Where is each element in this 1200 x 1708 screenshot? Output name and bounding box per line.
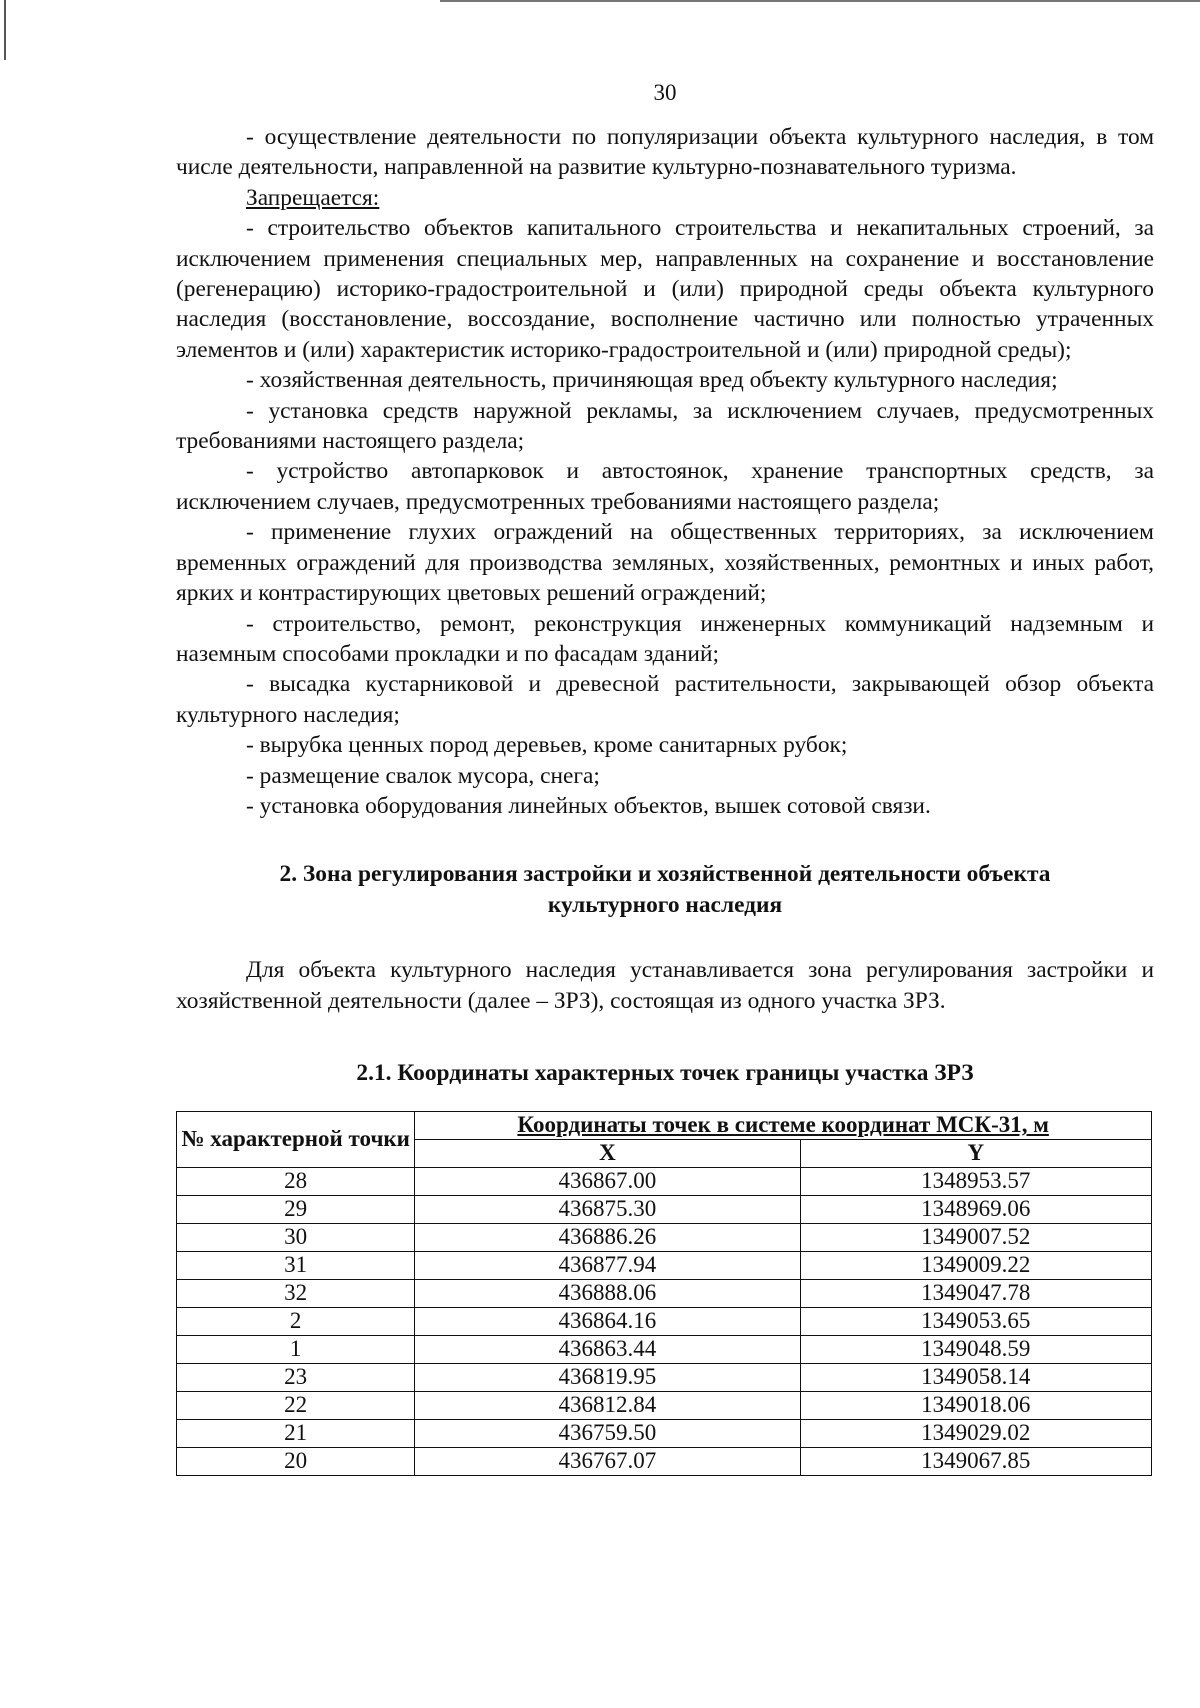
section-heading-line-1: 2. Зона регулирования застройки и хозяйственной деятельности объекта — [279, 861, 1051, 888]
cell-point: 30 — [177, 1223, 415, 1251]
table-header-row — [177, 1111, 1152, 1139]
cell-x: 436867.00 — [415, 1167, 800, 1195]
table-row — [177, 1251, 1152, 1279]
paragraph: - хозяйственная деятельность, причиняющая вред объекту культурного наследия; — [246, 367, 1058, 394]
cell-y: 1349029.02 — [800, 1419, 1151, 1447]
section-heading-line-2: культурного наследия — [547, 892, 783, 919]
table-row — [177, 1279, 1152, 1307]
table-row — [177, 1223, 1152, 1251]
scan-edge-left — [4, 0, 6, 60]
paragraph: - установка оборудования линейных объектов, вышек сотовой связи. — [246, 792, 931, 819]
document-body — [176, 122, 1154, 1476]
table-title: 2.1. Координаты характерных точек границы участка ЗРЗ — [356, 1060, 974, 1087]
table-row — [177, 1307, 1152, 1335]
cell-point: 21 — [177, 1419, 415, 1447]
cell-y: 1349009.22 — [800, 1251, 1151, 1279]
header-y: Y — [800, 1139, 1151, 1167]
paragraph: - строительство объектов капитального строительства и некапитальных строений, за исключением применения специальных мер, направленных на сохранение и восстановление (регенерацию) историко-градостроительной и (или) природной среды объекта культурного наследия (восстановление, воссоздание, восполнение частично или полностью утраченных элементов и (или) характеристик историко-градостроительной и (или) природной среды); — [176, 215, 1154, 363]
cell-y: 1349018.06 — [800, 1391, 1151, 1419]
header-x: X — [415, 1139, 800, 1167]
cell-point: 32 — [177, 1279, 415, 1307]
header-coords-label: Координаты точек в системе координат МСК-31, м — [517, 1112, 1049, 1138]
cell-point: 22 — [177, 1391, 415, 1419]
paragraph: - устройство автопарковок и автостоянок, хранение транспортных средств, за исключением случаев, предусмотренных требованиями настоящего раздела; — [176, 458, 1154, 515]
cell-point: 29 — [177, 1195, 415, 1223]
section-heading — [176, 859, 1154, 921]
cell-x: 436888.06 — [415, 1279, 800, 1307]
paragraph: - установка средств наружной рекламы, за исключением случаев, предусмотренных требованиями настоящего раздела; — [176, 397, 1154, 455]
cell-x: 436767.07 — [415, 1447, 800, 1475]
cell-x: 436863.44 — [415, 1335, 800, 1363]
cell-y: 1349058.14 — [800, 1363, 1151, 1391]
table-row — [177, 1363, 1152, 1391]
header-coords — [415, 1111, 1152, 1139]
cell-y: 1349053.65 — [800, 1307, 1151, 1335]
subheading-prohibited — [176, 183, 1154, 213]
table-row — [177, 1335, 1152, 1363]
header-point: № характерной точки — [177, 1111, 415, 1167]
cell-x: 436812.84 — [415, 1391, 800, 1419]
table-row — [177, 1391, 1152, 1419]
cell-point: 20 — [177, 1447, 415, 1475]
cell-point: 1 — [177, 1335, 415, 1363]
cell-x: 436864.16 — [415, 1307, 800, 1335]
cell-y: 1349048.59 — [800, 1335, 1151, 1363]
cell-point: 2 — [177, 1307, 415, 1335]
intro-paragraph: Для объекта культурного наследия устанавливается зона регулирования застройки и хозяйственной деятельности (далее – ЗРЗ), состоящая из одного участка ЗРЗ. — [176, 957, 1154, 1014]
paragraph: - осуществление деятельности по популяризации объекта культурного наследия, в том числе деятельности, направленной на развитие культурно-познавательного туризма. — [176, 124, 1154, 181]
cell-x: 436759.50 — [415, 1419, 800, 1447]
cell-point: 23 — [177, 1363, 415, 1391]
coordinates-table — [176, 1111, 1152, 1476]
cell-y: 1349047.78 — [800, 1279, 1151, 1307]
paragraph: - применение глухих ограждений на общественных территориях, за исключением временных ограждений для производства земляных, хозяйственных, ремонтных и иных работ, ярких и контрастирующих цветовых решений ограждений; — [176, 519, 1154, 607]
scan-edge-top — [440, 0, 1200, 2]
cell-y: 1348953.57 — [800, 1167, 1151, 1195]
cell-y: 1349067.85 — [800, 1447, 1151, 1475]
page-number: 30 — [653, 80, 677, 105]
paragraph-text: Запрещается: — [246, 184, 380, 211]
cell-point: 28 — [177, 1167, 415, 1195]
table-body — [177, 1167, 1152, 1475]
cell-y: 1348969.06 — [800, 1195, 1151, 1223]
table-row — [177, 1167, 1152, 1195]
table-row — [177, 1195, 1152, 1223]
table-row — [177, 1447, 1152, 1475]
paragraph: - размещение свалок мусора, снега; — [246, 762, 600, 789]
cell-y: 1349007.52 — [800, 1223, 1151, 1251]
paragraph: - вырубка ценных пород деревьев, кроме санитарных рубок; — [246, 732, 848, 759]
cell-x: 436875.30 — [415, 1195, 800, 1223]
cell-x: 436877.94 — [415, 1251, 800, 1279]
paragraph-list — [176, 122, 1154, 821]
cell-x: 436886.26 — [415, 1223, 800, 1251]
cell-point: 31 — [177, 1251, 415, 1279]
table-row — [177, 1419, 1152, 1447]
cell-x: 436819.95 — [415, 1363, 800, 1391]
paragraph: - высадка кустарниковой и древесной растительности, закрывающей обзор объекта культурного наследия; — [176, 671, 1154, 728]
paragraph: - строительство, ремонт, реконструкция инженерных коммуникаций надземным и наземным способами прокладки и по фасадам зданий; — [176, 610, 1154, 667]
